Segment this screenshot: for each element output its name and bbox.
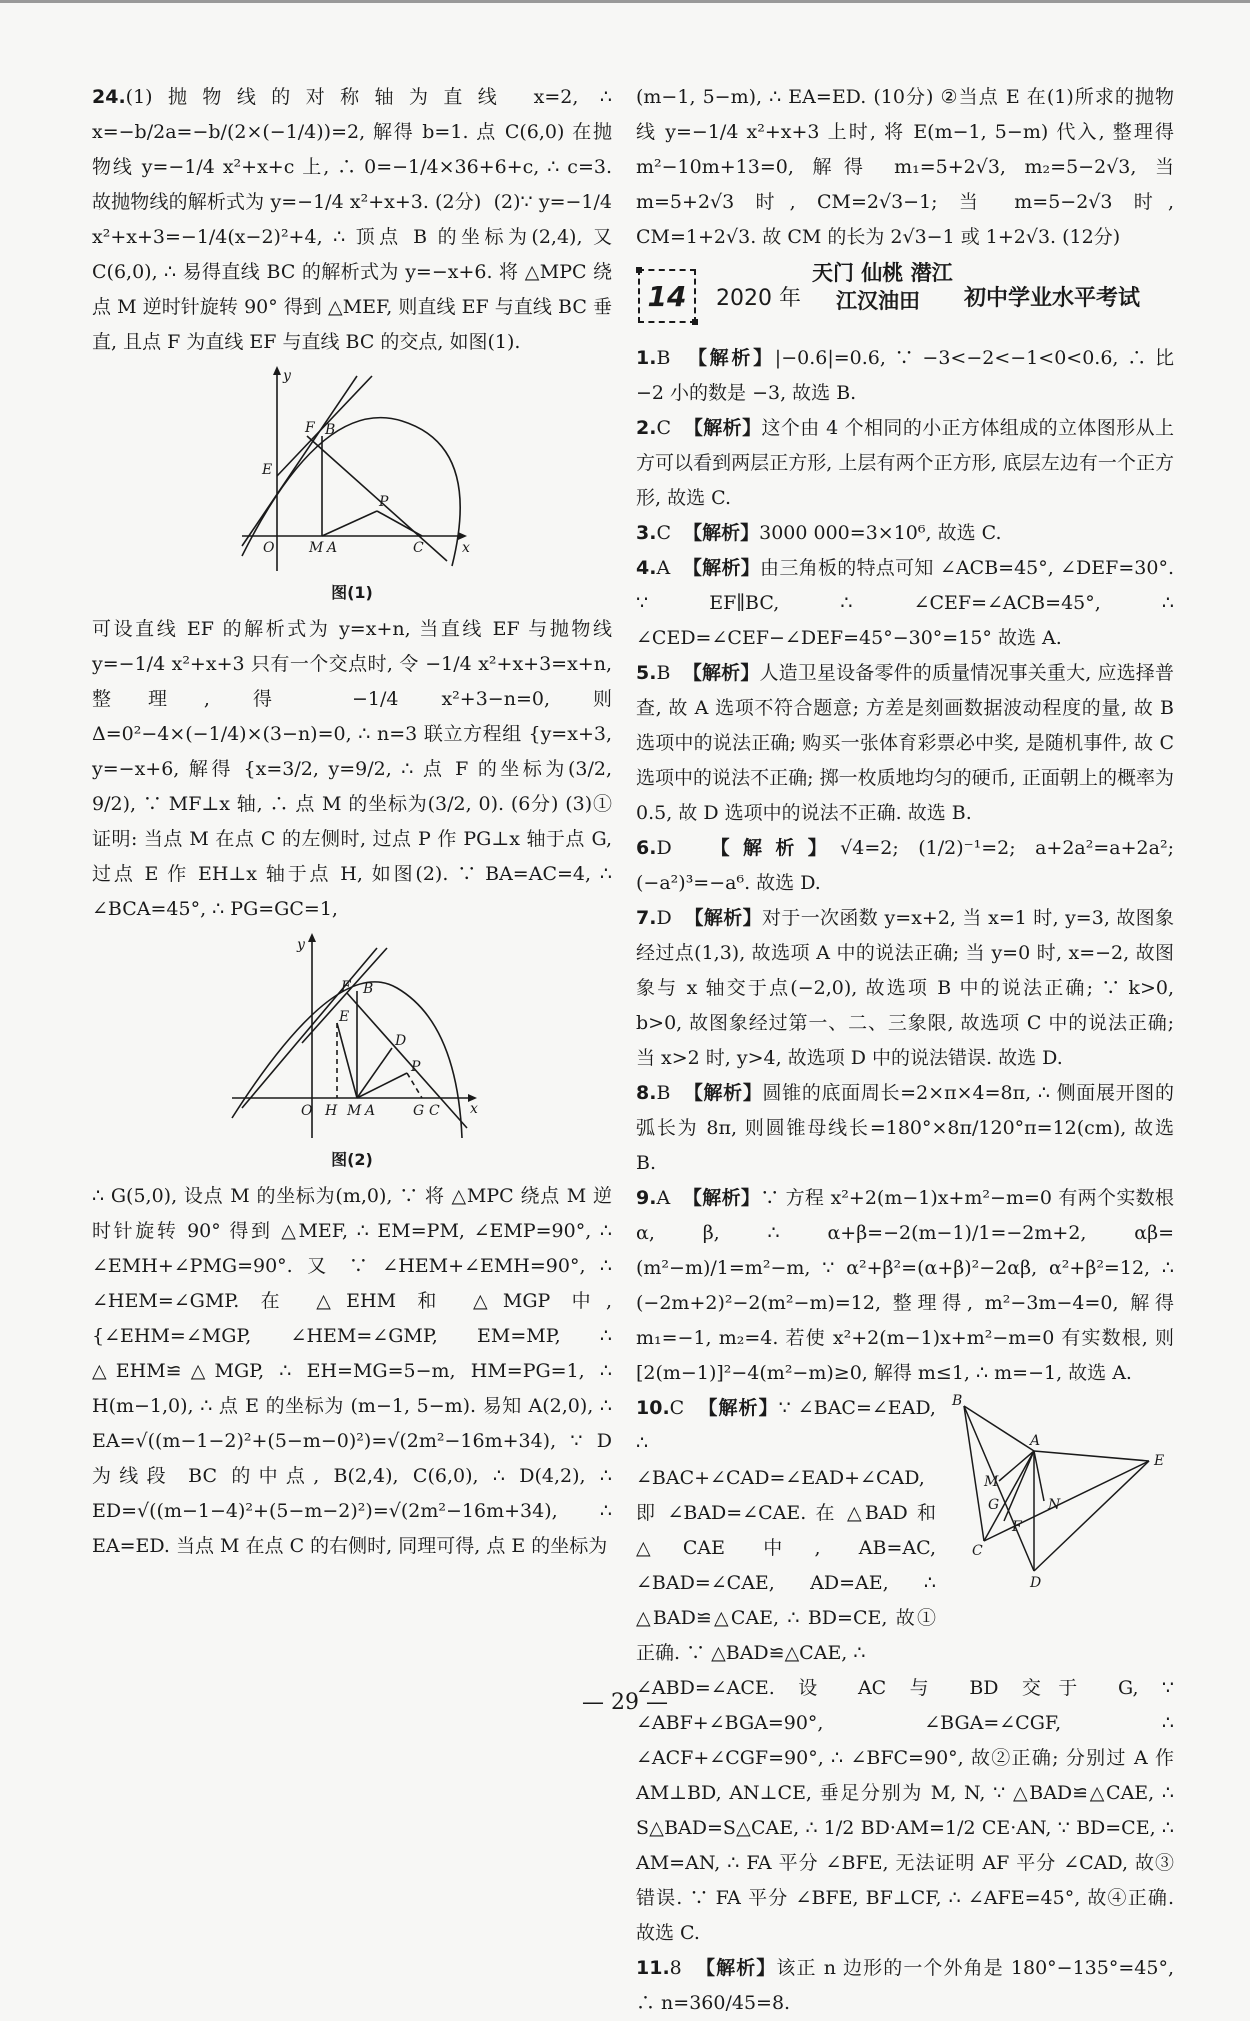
q11: 11.8 【解析】该正 n 边形的一个外角是 180°−135°=45°, ∴ n=360/45=8. xyxy=(636,1957,1181,2014)
label-g: G xyxy=(988,1497,1000,1513)
label-n: N xyxy=(1048,1497,1061,1513)
label-m: M xyxy=(984,1474,999,1490)
label-e: E xyxy=(1154,1453,1165,1469)
label-c: C xyxy=(972,1543,983,1559)
question-number: 24. xyxy=(92,86,126,108)
figure-1-caption: 图(1) xyxy=(331,583,373,602)
answer-item: 9.A 【解析】∵ 方程 x²+2(m−1)x+m²−m=0 有两个实数根 α, β, ∴ α+β=−2(m−1)/1=−2m+2, αβ=(m²−m)/1=m²−m, ∵ α²+β²=(α+β)²−2αβ, α²+β²=12, ∴ (−2m+2)²−2(m²−m)=12, 整理得, m²−3m−4=0, 解得 m₁=−1, m₂=4. 若使 x²+2(m−1)x+m²−m=0 有实数根, 则 [2(m−1)]²−4(m²−m)≥0, 解得 m≤1, ∴ m=−1, 故选 A. xyxy=(636,1187,1181,1384)
label-x: x xyxy=(462,540,470,556)
label-e: E xyxy=(339,1009,350,1025)
label-o: O xyxy=(301,1103,313,1119)
label-b: B xyxy=(325,422,336,438)
q10-block xyxy=(636,1391,1181,1951)
answer-item: 7.D 【解析】对于一次函数 y=x+2, 当 x=1 时, y=3, 故图象经过点(1,3), 故选项 A 中的说法正确; 当 y=0 时, x=−2, 故图象与 x 轴交于点(−2,0), 故选项 B 中的说法正确; ∵ k>0, b>0, 故图象经过第一、二、三象限, 故选项 C 中的说法正确; 当 x>2 时, y>4, 故选项 D 中的说法错误. 故选 D. xyxy=(636,907,1181,1069)
line-ef xyxy=(242,376,357,546)
label-y: y xyxy=(283,368,291,384)
label-g: G xyxy=(413,1103,425,1119)
figure-q10 xyxy=(944,1391,1174,1591)
label-f: F xyxy=(341,979,351,995)
banner-places: 天门 仙桃 潜江 江汉油田 xyxy=(812,261,953,313)
label-m: M xyxy=(347,1103,362,1119)
label-e: E xyxy=(262,462,273,478)
q24-part1: 24.(1)抛物线的对称轴为直线 x=2, ∴ x=−b/2a=−b/(2×(−1/4))=2, 解得 b=1. 点 C(6,0) 在抛物线 y=−1/4 x²+x+c 上, ∴ 0=−1/4×36+6+c, ∴ c=3. 故抛物线的解析式为 y=−1/4 x²+x+3. (2分) (2)∵ y=−1/4 x²+x+3=−1/4(x−2)²+4, ∴ 顶点 B 的坐标为(2,4), 又 C(6,0), ∴ 易得直线 BC 的解析式为 y=−x+6. 将 △MPC 绕点 M 逆时针旋转 90° 得到 △MEF, 则直线 EF 与直线 BC 垂直, 且点 F 为直线 EF 与直线 BC 的交点, 如图(1). xyxy=(92,86,619,353)
q10-text-2: ∠ABD=∠ACE. 设 AC 与 BD 交于 G, ∵ ∠ABF+∠BGA=90°, ∠BGA=∠CGF, ∴ ∠ACF+∠CGF=90°, ∴ ∠BFC=90°, 故②正确; 分别过 A 作 AM⊥BD, AN⊥CE, 垂足分别为 M, N, ∵ △BAD≌△CAE, ∴ S△BAD=S△CAE, ∴ 1/2 BD·AM=1/2 CE·AN, ∵ BD=CE, ∴ AM=AN, ∴ FA 平分 ∠BFE, 无法证明 AF 平分 ∠CAD, 故③错误. ∵ FA 平分 ∠BFE, BF⊥CF, ∴ ∠AFE=45°, 故④正确. 故选 C. xyxy=(636,1677,1181,1944)
page-number: — 29 — xyxy=(582,1690,668,1715)
banner-year: 2020 年 xyxy=(716,286,801,311)
left-column xyxy=(92,80,619,1564)
label-d: D xyxy=(395,1033,407,1049)
answer-item: 1.B 【解析】|−0.6|=0.6, ∵ −3<−2<−1<0<0.6, ∴ 比 −2 小的数是 −3, 故选 B. xyxy=(636,347,1181,404)
q24-continued: (m−1, 5−m), ∴ EA=ED. (10分) ②当点 E 在(1)所求的抛物线 y=−1/4 x²+x+3 上时, 将 E(m−1, 5−m) 代入, 整理得 m²−10m+13=0, 解得 m₁=5+2√3, m₂=5−2√3, 当 m=5+2√3 时, CM=2√3−1; 当 m=5−2√3 时, CM=1+2√3. 故 CM 的长为 2√3−1 或 1+2√3. (12分) xyxy=(636,86,1181,248)
answer-item: 3.C 【解析】3000 000=3×10⁶, 故选 C. xyxy=(636,522,1002,544)
label-m: M xyxy=(309,540,324,556)
label-f: F xyxy=(1012,1519,1022,1535)
figure-2-caption: 图(2) xyxy=(331,1150,373,1169)
label-f: F xyxy=(305,420,315,436)
answer-item: 8.B 【解析】圆锥的底面周长=2×π×4=8π, ∴ 侧面展开图的弧长为 8π, 则圆锥母线长=180°×8π/120°π=12(cm), 故选 B. xyxy=(636,1082,1181,1174)
answer-item: 5.B 【解析】人造卫星设备零件的质量情况事关重大, 应选择普查, 故 A 选项不符合题意; 方差是刻画数据波动程度的量, 故 B 选项中的说法正确; 购买一张体育彩票必中奖, 是随机事件, 故 C 选项中的说法不正确; 掷一枚质地均匀的硬币, 正面朝上的概率为 0.5, 故 D 选项中的说法不正确. 故选 B. xyxy=(636,662,1181,824)
label-h: H xyxy=(325,1103,338,1119)
answer-item: 2.C 【解析】这个由 4 个相同的小正方体组成的立体图形从上方可以看到两层正方形, 上层有两个正方形, 底层左边有一个正方形, 故选 C. xyxy=(636,417,1174,509)
right-column xyxy=(636,80,1181,2021)
label-c: C xyxy=(413,540,424,556)
label-a: A xyxy=(365,1103,376,1119)
label-p: P xyxy=(379,494,389,510)
label-p: P xyxy=(411,1059,421,1075)
q24-part3: ∴ G(5,0), 设点 M 的坐标为(m,0), ∵ 将 △MPC 绕点 M 逆时针旋转 90° 得到 △MEF, ∴ EM=PM, ∠EMP=90°, ∴ ∠EMH+∠PMG=90°. 又 ∵ ∠HEM+∠EMH=90°, ∴ ∠HEM=∠GMP. 在 △EHM 和 △MGP 中, {∠EHM=∠MGP, ∠HEM=∠GMP, EM=MP, ∴ △EHM≌△MGP, ∴ EH=MG=5−m, HM=PG=1, ∴ H(m−1,0), ∴ 点 E 的坐标为 (m−1, 5−m). 易知 A(2,0), ∴ EA=√((m−1−2)²+(5−m−0)²)=√(2m²−16m+34), ∵ D 为线段 BC 的中点, B(2,4), C(6,0), ∴ D(4,2), ∴ ED=√((m−1−4)²+(5−m−2)²)=√(2m²−16m+34), ∴ EA=ED. 当点 M 在点 C 的右侧时, 同理可得, 点 E 的坐标为 xyxy=(92,1185,619,1557)
label-b: B xyxy=(952,1393,963,1409)
exam-section-banner xyxy=(636,259,1174,337)
figure-2 xyxy=(227,933,477,1143)
label-a: A xyxy=(327,540,338,556)
top-rule xyxy=(0,0,1250,3)
label-d: D xyxy=(1030,1575,1042,1591)
label-c: C xyxy=(429,1103,440,1119)
label-b: B xyxy=(363,981,374,997)
answer-item: 6.D 【解析】√4=2; (1/2)⁻¹=2; a+2a²=a+2a²; (−a²)³=−a⁶. 故选 D. xyxy=(636,837,1181,894)
figure-1 xyxy=(237,366,470,576)
q24-part2: 可设直线 EF 的解析式为 y=x+n, 当直线 EF 与抛物线 y=−1/4 x²+x+3 只有一个交点时, 令 −1/4 x²+x+3=x+n, 整理, 得 −1/4 x²+3−n=0, 则 Δ=0²−4×(−1/4)×(3−n)=0, ∴ n=3 联立方程组 {y=x+3, y=−x+6, 解得 {x=3/2, y=9/2, ∴ 点 F 的坐标为(3/2, 9/2), ∵ MF⊥x 轴, ∴ 点 M 的坐标为(3/2, 0). (6分) (3)①证明: 当点 M 在点 C 的左侧时, 过点 P 作 PG⊥x 轴于点 G, 过点 E 作 EH⊥x 轴于点 H, 如图(2). ∵ BA=AC=4, ∴ ∠BCA=45°, ∴ PG=GC=1, xyxy=(92,618,619,920)
label-a: A xyxy=(1030,1433,1041,1449)
section-number-badge: 14 xyxy=(638,269,696,323)
q10-text-1: 10.C 【解析】∵ ∠BAC=∠EAD, ∴ ∠BAC+∠CAD=∠EAD+∠CAD, 即 ∠BAD=∠CAE. 在 △BAD 和 △CAE 中, AB=AC, ∠BAD=∠CAE, AD=AE, ∴ △BAD≌△CAE, ∴ BD=CE, 故①正确. ∵ △BAD≌△CAE, ∴ xyxy=(636,1397,943,1664)
answer-item: 4.A 【解析】由三角板的特点可知 ∠ACB=45°, ∠DEF=30°. ∵ EF∥BC, ∴ ∠CEF=∠ACB=45°, ∴ ∠CED=∠CEF−∠DEF=45°−30°=15° 故选 A. xyxy=(636,557,1181,649)
banner-title: 初中学业水平考试 xyxy=(964,286,1141,311)
answer-list xyxy=(636,341,1181,1391)
label-x: x xyxy=(470,1101,478,1117)
label-o: O xyxy=(263,540,275,556)
label-y: y xyxy=(297,937,305,953)
